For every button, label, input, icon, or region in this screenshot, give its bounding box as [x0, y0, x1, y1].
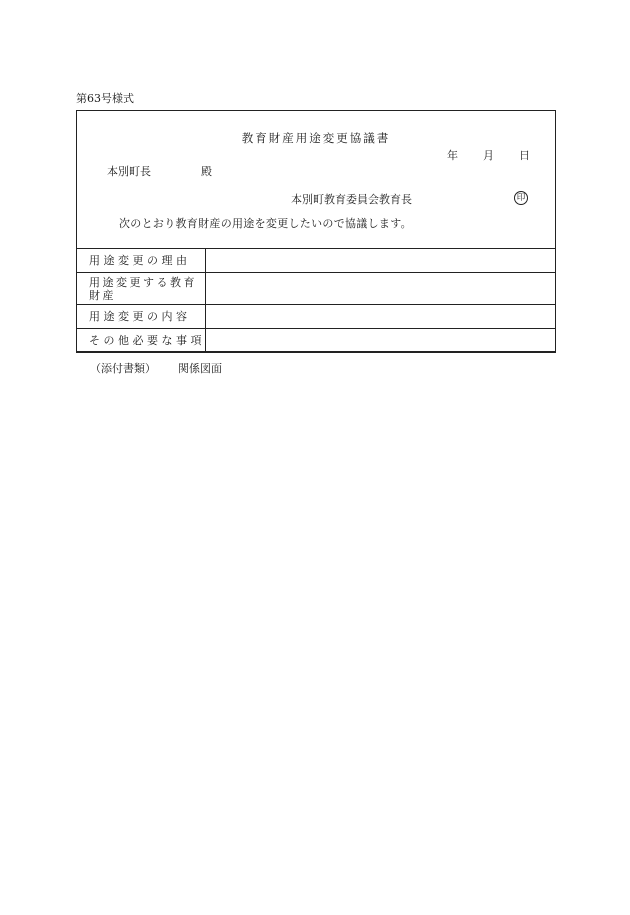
date-year-label: 年 — [447, 149, 458, 162]
form-title: 教育財産用途変更協議書 — [241, 131, 391, 145]
table-row — [77, 305, 556, 329]
row-label-reason: 用途変更の理由 — [77, 249, 206, 273]
row-label-other: その他必要な事項 — [77, 329, 206, 353]
attachments-items: 関係図面 — [178, 362, 222, 375]
honorific: 殿 — [201, 165, 212, 178]
row-value-content[interactable] — [206, 305, 556, 329]
attachments-label: （添付書類） — [90, 362, 156, 375]
table-row — [77, 329, 556, 353]
date-month-label: 月 — [483, 149, 494, 162]
seal-mark: 印 — [514, 191, 528, 205]
table-row — [77, 249, 556, 273]
addressee: 本別町長 — [107, 165, 151, 178]
row-value-reason[interactable] — [206, 249, 556, 273]
form-box — [76, 110, 556, 352]
body-text: 次のとおり教育財産の用途を変更したいので協議します。 — [119, 217, 412, 230]
date-day-label: 日 — [519, 149, 530, 162]
attachments — [90, 360, 222, 376]
row-value-property[interactable] — [206, 273, 556, 305]
sender: 本別町教育委員会教育長 — [291, 193, 412, 206]
details-table — [76, 248, 556, 353]
table-row — [77, 273, 556, 305]
row-value-other[interactable] — [206, 329, 556, 353]
form-number: 第63号様式 — [76, 92, 134, 105]
row-label-content: 用途変更の内容 — [77, 305, 206, 329]
row-label-property: 用途変更する教育財産 — [77, 273, 206, 305]
